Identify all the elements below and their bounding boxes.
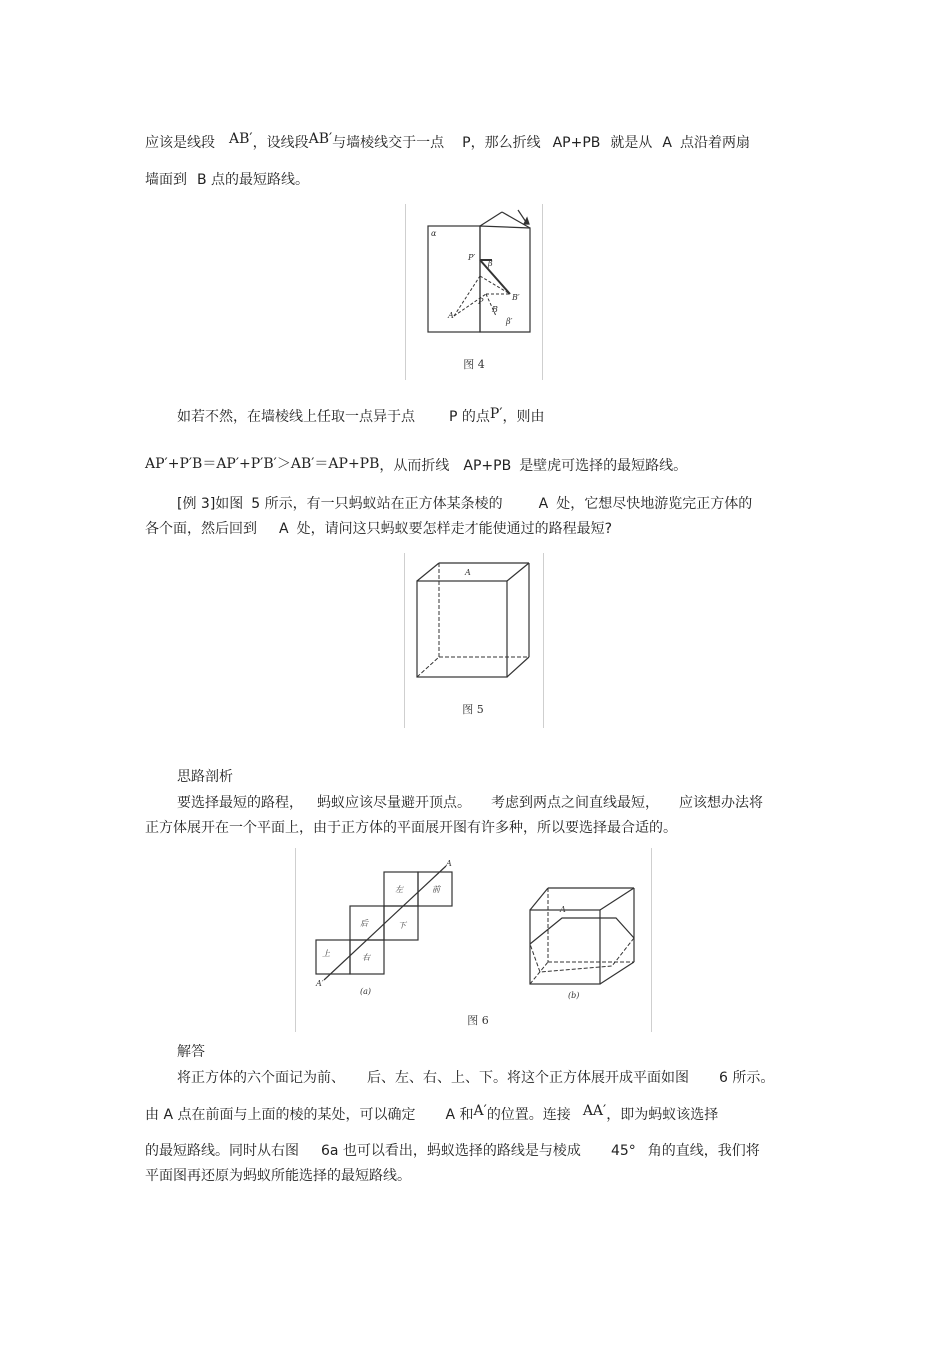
fig6-sub-b: (b) xyxy=(568,991,580,1000)
fig6-sub-a: (a) xyxy=(360,987,372,996)
face-label: 上 xyxy=(322,949,330,958)
fig5-label-a: A xyxy=(465,568,471,577)
paragraph-line xyxy=(145,131,750,152)
text: P 的点 xyxy=(449,409,490,425)
figure-5-caption: 图 5 xyxy=(462,703,484,716)
fig4-label: A xyxy=(448,311,454,320)
text: ，从而折线 xyxy=(379,458,450,474)
text: 如若不然，在墙棱线上任取一点异于点 xyxy=(177,409,415,425)
figure-5 xyxy=(404,553,544,728)
fig4-label: B′ xyxy=(512,293,520,302)
heading-text: 解答 xyxy=(177,1044,205,1060)
text: A xyxy=(279,521,289,537)
text: 的位置。连接 xyxy=(486,1107,571,1123)
paragraph-line xyxy=(177,495,752,513)
text: 45° xyxy=(610,1143,636,1159)
text: ，即为蚂蚁该选择 xyxy=(606,1107,719,1123)
math-p-prime: P′ xyxy=(489,406,503,422)
text: AP+PB xyxy=(463,458,512,474)
text: 将正方体的六个面记为前、 xyxy=(177,1070,345,1086)
text: 墙面到 xyxy=(145,172,187,188)
section-heading xyxy=(177,768,233,786)
section-heading xyxy=(177,1043,205,1061)
fig4-label: B xyxy=(492,305,498,314)
figure-6-drawing xyxy=(296,848,651,1032)
fig4-label: P′ xyxy=(468,253,476,262)
figure-4 xyxy=(405,204,543,380)
paragraph-line xyxy=(145,819,677,837)
figure-6 xyxy=(295,848,652,1032)
paragraph-line xyxy=(177,1069,774,1087)
figure-4-drawing xyxy=(406,204,542,380)
paragraph-line xyxy=(145,171,309,189)
face-label: 右 xyxy=(362,953,370,962)
text: 各个面，然后回到 xyxy=(145,521,257,537)
text: 平面图再还原为蚂蚁所能选择的最短路线。 xyxy=(145,1168,411,1184)
fig6-label-a-cube: A xyxy=(560,905,566,914)
math-aa-prime: AA′ xyxy=(582,1103,607,1119)
text: 处，请问这只蚂蚁要怎样走才能使通过的路程最短? xyxy=(296,521,613,537)
text: 后、左、右、上、下。将这个正方体展开成平面如图 xyxy=(367,1070,689,1086)
text: 蚂蚁应该尽量避开顶点。 xyxy=(317,795,471,811)
text: 是壁虎可选择的最短路线。 xyxy=(519,458,688,474)
text: 的最短路线。同时从右图 xyxy=(145,1143,299,1159)
text: A 和 xyxy=(445,1107,474,1123)
figure-5-drawing xyxy=(405,553,543,728)
text: 就是从 xyxy=(610,135,653,151)
fig4-label: β′ xyxy=(506,317,513,326)
text: [例 3]如图 xyxy=(177,496,244,512)
text: 与墙棱线交于一点 xyxy=(332,135,445,151)
face-label: 前 xyxy=(432,885,440,894)
math-a-prime: A′ xyxy=(473,1103,487,1119)
face-label: 后 xyxy=(360,919,368,928)
face-label: 下 xyxy=(398,921,406,930)
text: 6a 也可以看出，蚂蚁选择的路线是与棱成 xyxy=(321,1143,581,1159)
text: 正方体展开在一个平面上，由于正方体的平面展开图有许多种，所以要选择最合适的。 xyxy=(145,820,677,836)
paragraph-line xyxy=(145,457,687,475)
fig4-label: α xyxy=(431,229,437,238)
text: ，设线段 xyxy=(252,135,309,151)
fig6-label-a-prime: A′ xyxy=(316,979,324,988)
paragraph-line xyxy=(145,1167,411,1185)
text: 6 所示。 xyxy=(719,1070,775,1086)
text: P，那么折线 xyxy=(462,135,541,151)
paragraph-line xyxy=(145,1142,760,1160)
math-ab-prime: AB′ xyxy=(229,131,253,147)
text: ，则由 xyxy=(502,409,545,425)
text: A xyxy=(538,496,549,512)
paragraph-line xyxy=(145,520,612,538)
text: B 点的最短路线。 xyxy=(197,172,310,188)
text: 要选择最短的路程， xyxy=(177,795,303,811)
paragraph-line xyxy=(177,408,545,426)
text: 点沿着两扇 xyxy=(679,135,750,151)
text: 角的直线，我们将 xyxy=(647,1143,760,1159)
text: 应该是线段 xyxy=(145,135,215,151)
text: 应该想办法将 xyxy=(679,795,763,811)
inequality-formula: AP′+P′B＝AP′+P′B′＞AB′＝AP+PB xyxy=(145,456,380,472)
text: 处，它想尽快地游览完正方体的 xyxy=(556,496,753,512)
fig4-label: P xyxy=(478,297,484,306)
figure-6-caption: 图 6 xyxy=(467,1014,489,1027)
text: A xyxy=(662,135,672,151)
text: AP+PB xyxy=(552,135,601,151)
face-label: 左 xyxy=(395,885,403,894)
math-ab-prime: AB′ xyxy=(308,131,333,147)
paragraph-line xyxy=(145,1103,719,1124)
fig6-label-a: A xyxy=(446,859,452,868)
figure-4-caption: 图 4 xyxy=(463,358,485,371)
fig4-label: β xyxy=(488,259,493,268)
text: 由 A 点在前面与上面的棱的某处，可以确定 xyxy=(145,1107,416,1123)
text: 考虑到两点之间直线最短， xyxy=(491,795,659,811)
text: 5 所示，有一只蚂蚁站在正方体某条棱的 xyxy=(251,496,503,512)
paragraph-line xyxy=(177,794,763,812)
heading-text: 思路剖析 xyxy=(177,769,233,785)
